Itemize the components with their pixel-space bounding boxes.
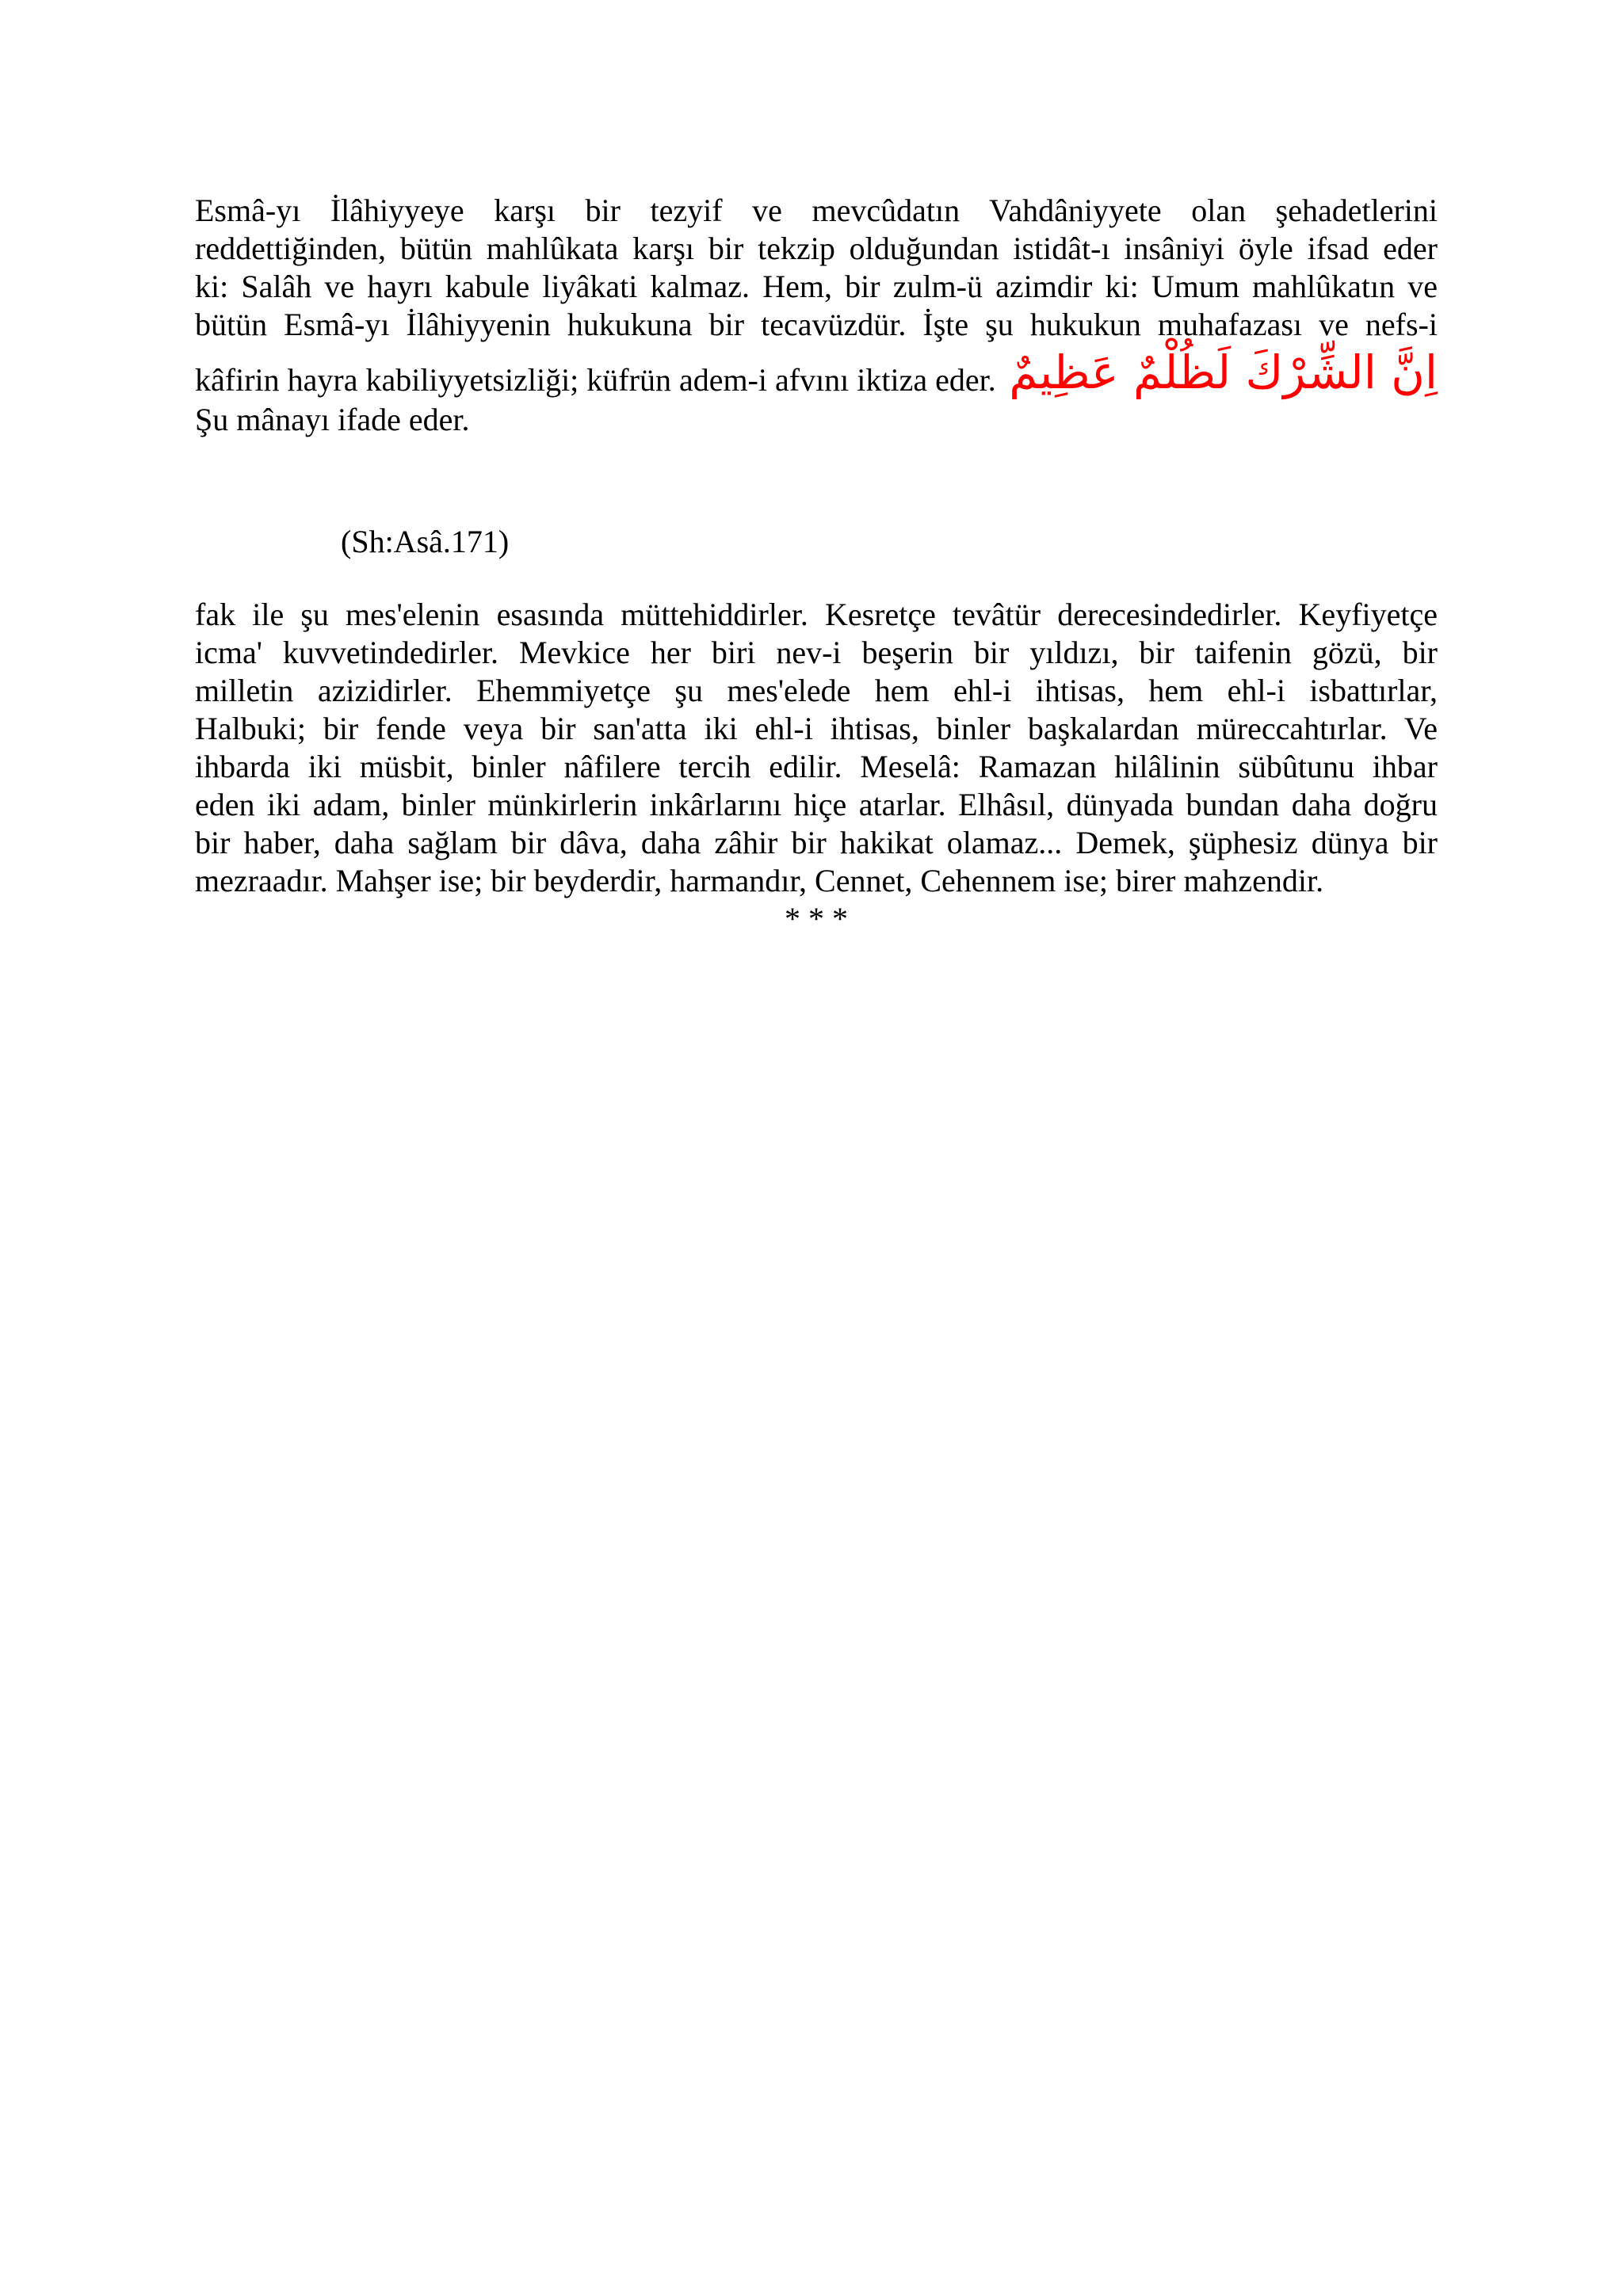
paragraph-1-line-3: ki: Salâh ve hayrı kabule liyâkati kalmaz. Hem, bir zulm-ü azimdir ki: Umum mahlûkatın ve <box>195 269 1438 304</box>
paragraph-1-line-2: reddettiğinden, bütün mahlûkata karşı bir tekzip olduğundan istidât-ı insâniyi öyle ifsad eder <box>195 231 1438 266</box>
paragraph-1-closing-line: Şu mânayı ifade eder. <box>195 402 470 437</box>
verse-line <box>195 344 1438 401</box>
paragraph-1-line-4: bütün Esmâ-yı İlâhiyyenin hukukuna bir tecavüzdür. İşte şu hukukun muhafazası ve nefs-i <box>195 307 1438 342</box>
paragraph-1-line-1: Esmâ-yı İlâhiyyeye karşı bir tezyif ve mevcûdatın Vahdâniyyete olan şehadetlerini <box>195 193 1438 228</box>
section-separator: * * * <box>785 901 848 936</box>
paragraph-2-line-4: Halbuki; bir fende veya bir san'atta iki ehl-i ihtisas, binler başkalardan müreccahtırlar. Ve <box>195 711 1438 746</box>
paragraph-2-line-5: ihbarda iki müsbit, binler nâfilere tercih edilir. Meselâ: Ramazan hilâlinin sübûtunu ihbar <box>195 749 1438 784</box>
paragraph-2 <box>195 596 1438 900</box>
verse-line-text: kâfirin hayra kabiliyyetsizliği; küfrün adem-i afvını iktiza eder. <box>195 362 996 398</box>
source-reference: (Sh:Asâ.171) <box>341 524 510 559</box>
paragraph-2-line-3: milletin azizidirler. Ehemmiyetçe şu mes'elede hem ehl-i ihtisas, hem ehl-i isbattırlar, <box>195 673 1438 708</box>
paragraph-2-line-2: icma' kuvvetindedirler. Mevkice her biri nev-i beşerin bir yıldızı, bir taifenin gözü, bir <box>195 635 1438 670</box>
arabic-verse: اِنَّ الشِّرْكَ لَظُلْمٌ عَظِيمٌ <box>1009 345 1438 399</box>
paragraph-2-line-8: mezraadır. Mahşer ise; bir beyderdir, harmandır, Cennet, Cehennem ise; birer mahzendir. <box>195 863 1324 898</box>
paragraph-2-line-7: bir haber, daha sağlam bir dâva, daha zâhir bir hakikat olamaz... Demek, şüphesiz dünya bir <box>195 825 1438 860</box>
paragraph-2-line-1: fak ile şu mes'elenin esasında müttehiddirler. Kesretçe tevâtür derecesindedirler. Keyfiyetçe <box>195 597 1438 632</box>
paragraph-1 <box>195 192 1438 439</box>
paragraph-2-line-6: eden iki adam, binler münkirlerin inkârlarını hiçe atarlar. Elhâsıl, dünyada bundan daha doğru <box>195 787 1438 822</box>
